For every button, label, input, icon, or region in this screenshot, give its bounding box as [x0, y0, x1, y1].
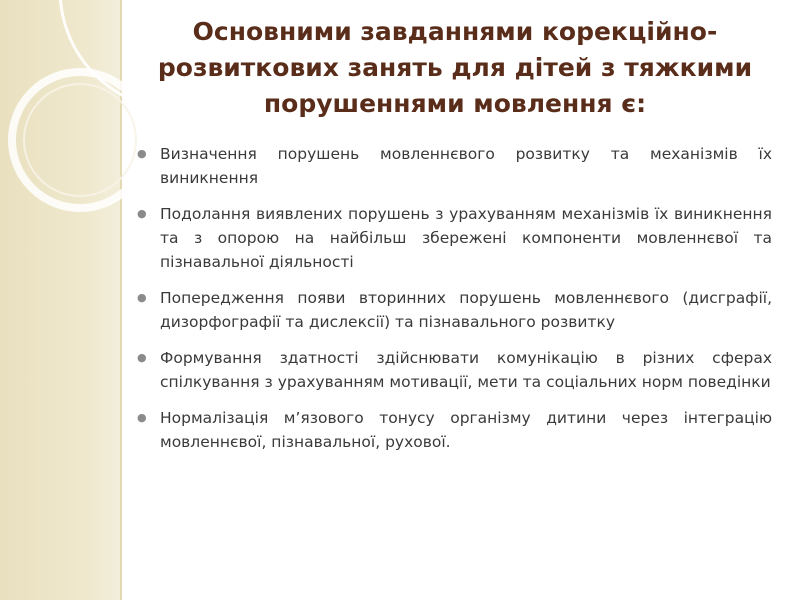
bullet-text: Нормалізація м’язового тонусу організму дитини через інтеграцію мовленнєвої, пізнавальної, рухової.	[160, 409, 772, 451]
bullet-dot-icon: ●	[137, 411, 147, 424]
bullet-item	[137, 286, 772, 334]
decor-ring-inner	[24, 84, 136, 196]
decor-ring-medium	[12, 72, 148, 208]
bullet-item	[137, 406, 772, 454]
bullet-text: Попередження появи вторинних порушень мовленнєвого (дисграфії, дизорфографії та дислексії) та пізнавального розвитку	[160, 289, 772, 331]
bullet-text: Визначення порушень мовленнєвого розвитку та механізмів їх виникнення	[160, 145, 772, 187]
bullet-text: Формування здатності здійснювати комунікацію в різних сферах спілкування з урахуванням мотивації, мети та соціальних норм поведінки	[160, 349, 772, 391]
bullet-list	[137, 142, 772, 466]
bullet-text: Подолання виявлених порушень з урахуванням механізмів їх виникнення та з опорою на найбільш збережені компоненти мовленнєвої та пізнавальної діяльності	[160, 205, 772, 271]
bullet-item	[137, 142, 772, 190]
bullet-dot-icon: ●	[137, 207, 147, 220]
bullet-item	[137, 346, 772, 394]
slide-title: Основними завданнями корекційно-розвиткових занять для дітей з тяжкими порушеннями мовлення є:	[157, 17, 753, 118]
bullet-dot-icon: ●	[137, 147, 147, 160]
bullet-dot-icon: ●	[137, 291, 147, 304]
bullet-item	[137, 202, 772, 274]
bullet-dot-icon: ●	[137, 351, 147, 364]
